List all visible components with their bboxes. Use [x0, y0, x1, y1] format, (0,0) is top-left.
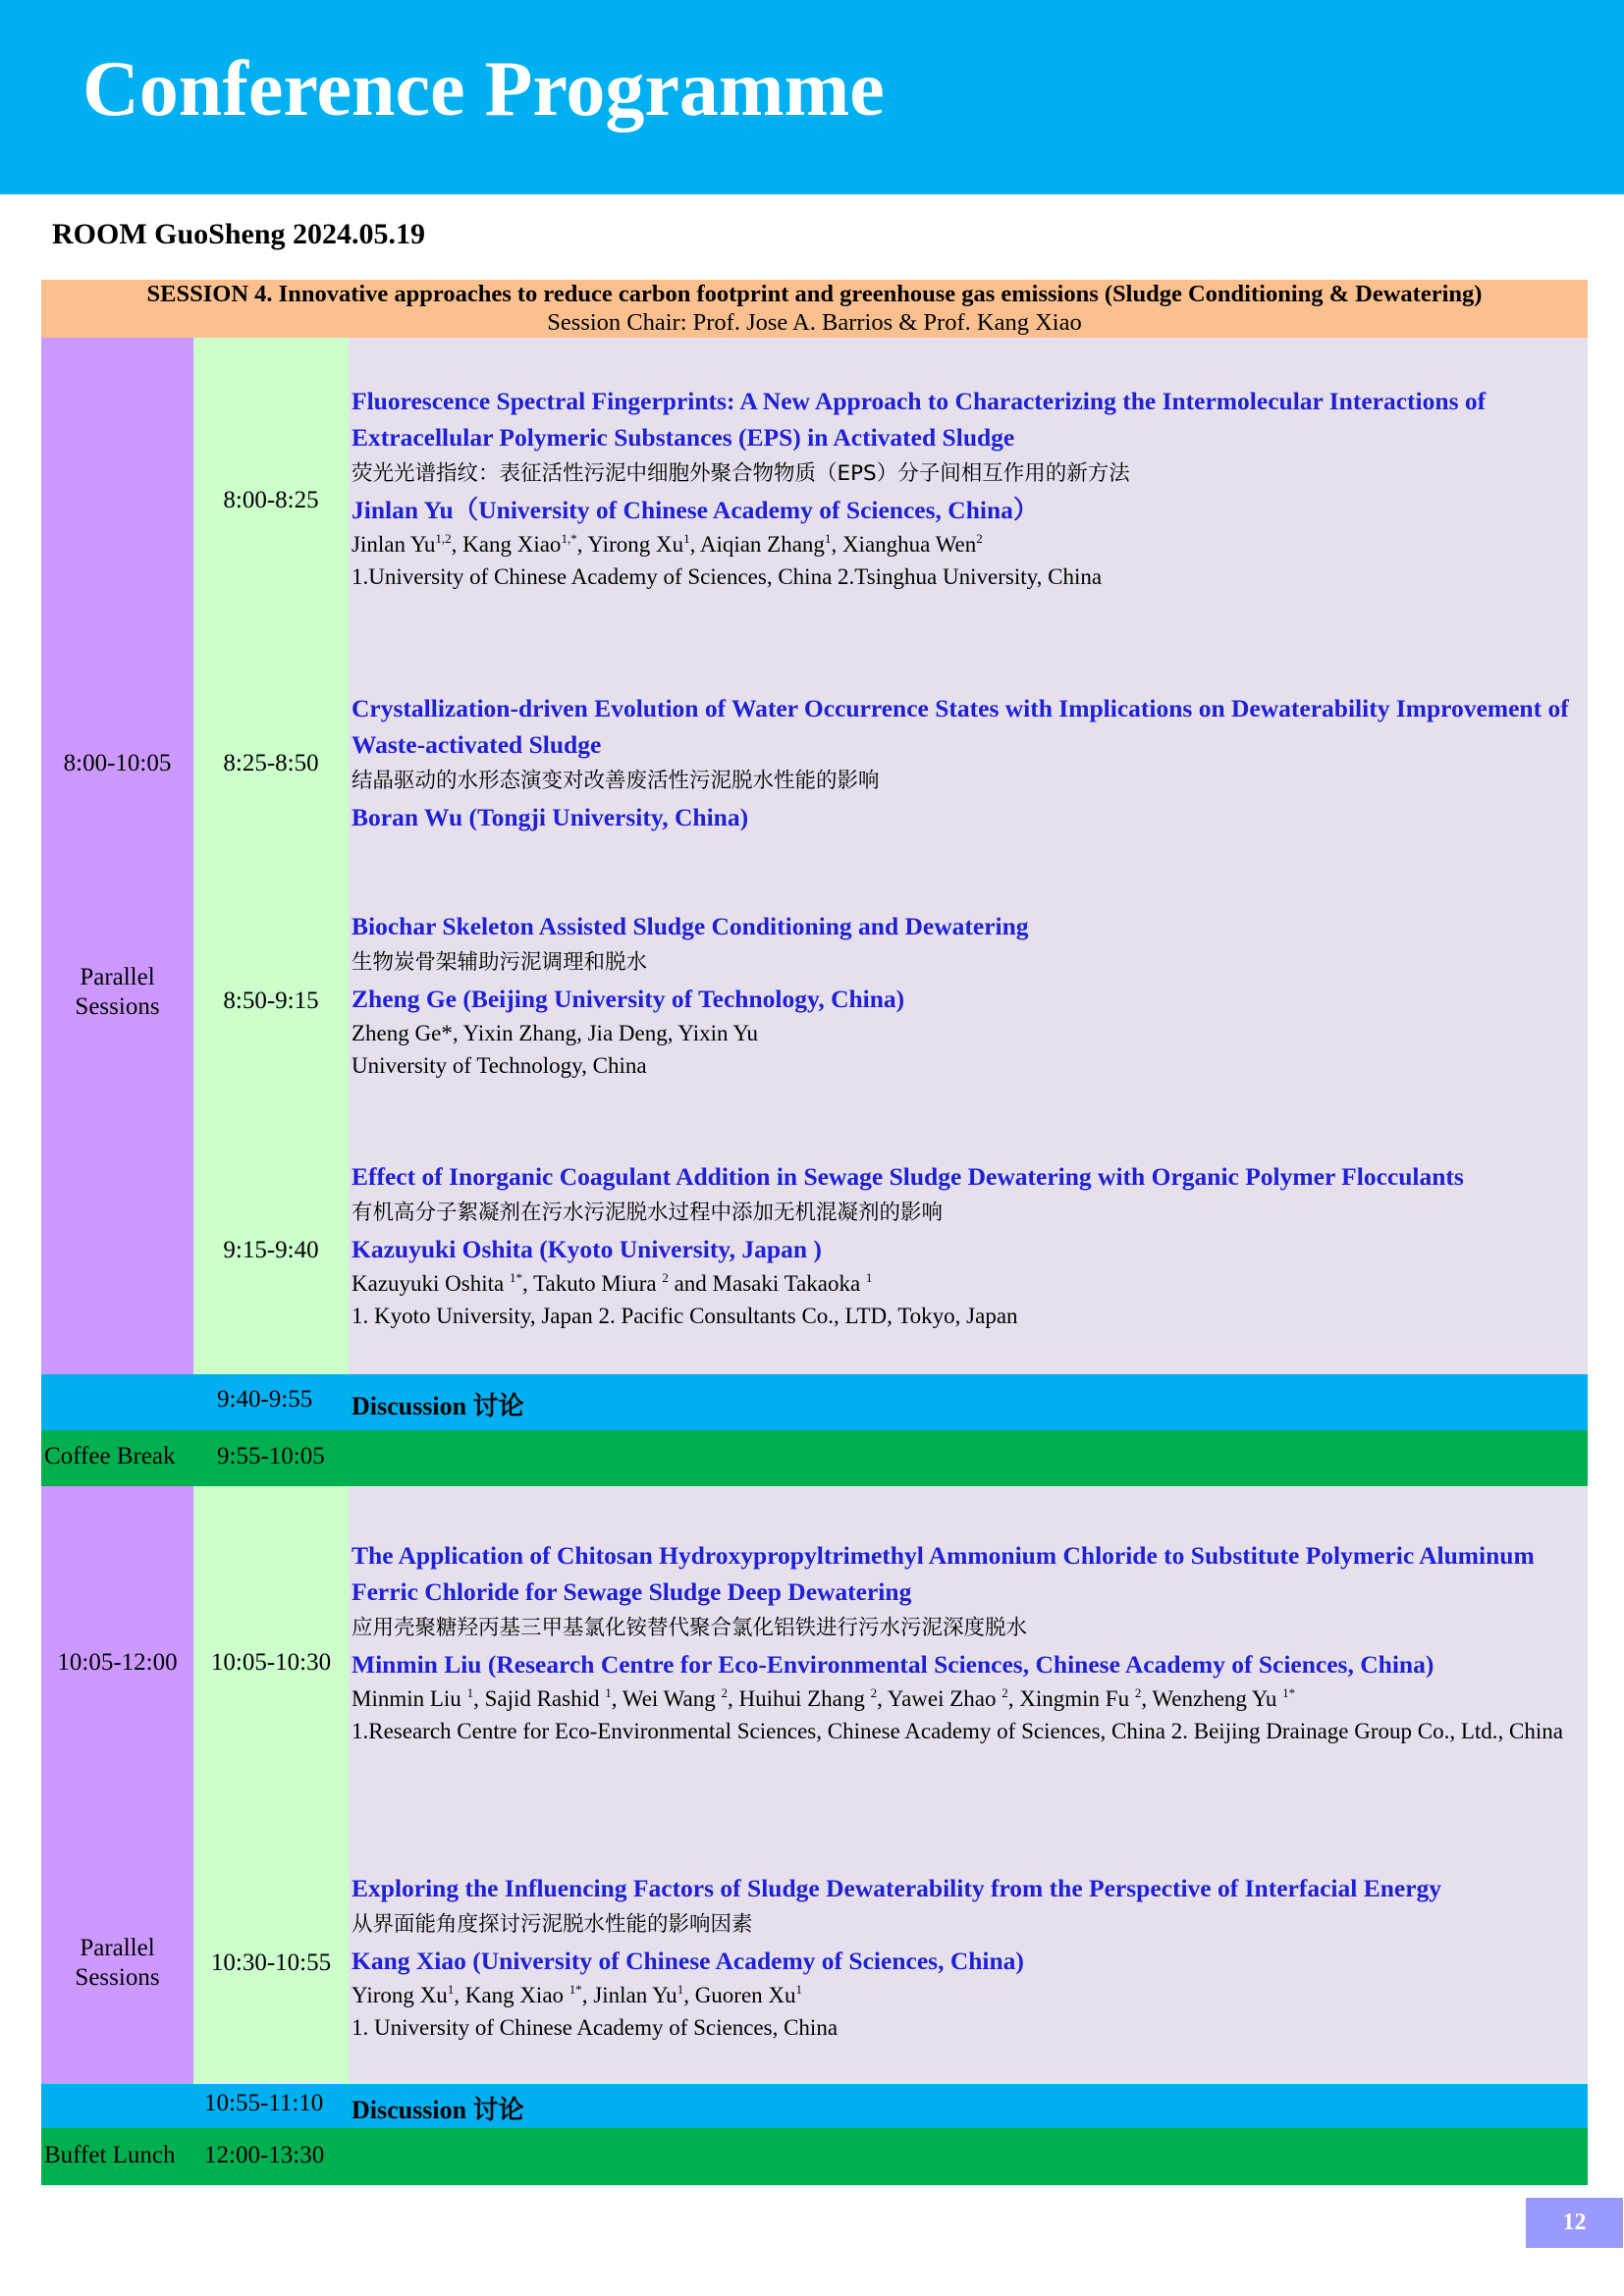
talk-entry	[352, 1870, 1581, 2044]
talk-title: Biochar Skeleton Assisted Sludge Conditioning and Dewatering	[352, 912, 1029, 940]
session-title: SESSION 4. Innovative approaches to reduce carbon footprint and greenhouse gas emissions (Sludge Conditioning & Dewatering)	[146, 281, 1483, 307]
block-label-line: Sessions	[75, 1964, 160, 1991]
talk-time: 8:25-8:50	[223, 750, 319, 776]
talk-affiliation: 1.Research Centre for Eco-Environmental Sciences, Chinese Academy of Sciences, China 2. Beijing Drainage Group Co., Ltd., China	[352, 1719, 1563, 1743]
talk-title: Effect of Inorganic Coagulant Addition in Sewage Sludge Dewatering with Organic Polymer Flocculants	[352, 1162, 1464, 1191]
discussion-time: 9:40-9:55	[217, 1386, 313, 1413]
talk-title: Fluorescence Spectral Fingerprints: A New Approach to Characterizing the Intermolecular Interactions of Extracellular Polymeric Substances (EPS) in Activated Sludge	[352, 387, 1487, 452]
talk-time: 10:05-10:30	[210, 1649, 332, 1676]
block-time: 10:05-12:00	[57, 1649, 178, 1676]
discussion-time: 10:55-11:10	[204, 2090, 324, 2116]
block-label	[41, 1933, 193, 1994]
talk-title-cn: 应用壳聚糖羟丙基三甲基氯化铵替代聚合氯化铝铁进行污水污泥深度脱水	[352, 1616, 1028, 1640]
talk-entry	[352, 908, 1581, 1082]
talk-title-cn: 有机高分子絮凝剂在污水污泥脱水过程中添加无机混凝剂的影响	[352, 1201, 944, 1225]
talk-affiliation: 1.University of Chinese Academy of Sciences, China 2.Tsinghua University, China	[352, 564, 1103, 589]
talk-affiliation: 1. University of Chinese Academy of Sciences, China	[352, 2015, 839, 2040]
talk-title-cn: 从界面能角度探讨污泥脱水性能的影响因素	[352, 1912, 753, 1937]
talk-speaker: Minmin Liu (Research Centre for Eco-Environmental Sciences, Chinese Academy of Sciences, China)	[352, 1650, 1435, 1679]
session-chair: Session Chair: Prof. Jose A. Barrios & Prof. Kang Xiao	[547, 309, 1082, 336]
talk-affiliation: 1. Kyoto University, Japan 2. Pacific Consultants Co., LTD, Tokyo, Japan	[352, 1304, 1018, 1328]
talk-authors: Zheng Ge*, Yixin Zhang, Jia Deng, Yixin Yu	[352, 1021, 758, 1045]
block-label-column	[41, 1486, 193, 2084]
coffee-break-label: Coffee Break	[44, 1443, 176, 1469]
talk-authors: Yirong Xu$^1$, Kang Xiao $^{1*}$, Jinlan Yu$^1$, Guoren Xu$^1$	[352, 1982, 803, 2007]
talk-speaker: Zheng Ge (Beijing University of Technology, China)	[352, 985, 905, 1013]
talk-title: Exploring the Influencing Factors of Sludge Dewaterability from the Perspective of Interfacial Energy	[352, 1874, 1442, 1902]
block-label-line: Parallel	[80, 964, 155, 990]
session-header	[41, 280, 1588, 338]
talk-speaker: Kang Xiao (University of Chinese Academy of Sciences, China)	[352, 1947, 1024, 1975]
talk-time: 8:50-9:15	[223, 988, 319, 1014]
talk-title: Crystallization-driven Evolution of Water Occurrence States with Implications on Dewaterability Improvement of Waste-activated Sludge	[352, 694, 1569, 759]
block-label	[41, 962, 193, 1023]
talk-title: The Application of Chitosan Hydroxypropyltrimethyl Ammonium Chloride to Substitute Polymeric Aluminum Ferric Chloride for Sewage Sludge Deep Dewatering	[352, 1541, 1535, 1606]
talk-speaker: Jinlan Yu（University of Chinese Academy of Sciences, China）	[352, 496, 1039, 524]
discussion-label: Discussion 讨论	[352, 2096, 524, 2124]
talk-title-cn: 结晶驱动的水形态演变对改善废活性污泥脱水性能的影响	[352, 769, 880, 793]
block-label-line: Parallel	[80, 1935, 155, 1961]
page-number: 12	[1526, 2198, 1623, 2248]
lunch-time: 12:00-13:30	[204, 2142, 325, 2168]
talk-time: 10:30-10:55	[210, 1949, 332, 1976]
talk-authors: Jinlan Yu$^{1,2}$, Kang Xiao$^{1,*}$, Yirong Xu$^1$, Aiqian Zhang$^1$, Xianghua Wen$^2$	[352, 531, 983, 557]
talk-authors: Minmin Liu $^1$, Sajid Rashid $^1$, Wei Wang $^2$, Huihui Zhang $^2$, Yawei Zhao $^2$, Xingmin Fu $^2$, Wenzheng Yu $^{1*}$	[352, 1685, 1296, 1711]
talk-entry	[352, 383, 1581, 593]
block-time: 8:00-10:05	[63, 750, 172, 776]
talk-time: 8:00-8:25	[223, 487, 319, 513]
page-title: Conference Programme	[82, 46, 885, 133]
talk-authors: Kazuyuki Oshita $^{1*}$, Takuto Miura $^2$ and Masaki Takaoka $^1$	[352, 1270, 873, 1296]
block-label-column	[41, 338, 193, 1374]
talk-title-cn: 生物炭骨架辅助污泥调理和脱水	[352, 950, 648, 975]
talk-entry	[352, 1537, 1581, 1747]
lunch-label: Buffet Lunch	[44, 2142, 176, 2168]
talk-title-cn: 荧光光谱指纹：表征活性污泥中细胞外聚合物物质（EPS）分子间相互作用的新方法	[352, 461, 1130, 486]
block-label-line: Sessions	[75, 993, 160, 1020]
time-column	[193, 1486, 349, 2084]
talk-entry	[352, 1158, 1581, 1332]
talk-affiliation: University of Technology, China	[352, 1053, 647, 1078]
talk-speaker: Boran Wu (Tongji University, China)	[352, 803, 749, 831]
coffee-break-time: 9:55-10:05	[217, 1443, 325, 1469]
talk-time: 9:15-9:40	[223, 1237, 319, 1263]
talk-entry	[352, 690, 1581, 835]
talk-speaker: Kazuyuki Oshita (Kyoto University, Japan )	[352, 1235, 822, 1263]
room-date-heading: ROOM GuoSheng 2024.05.19	[52, 218, 426, 250]
discussion-label: Discussion 讨论	[352, 1392, 524, 1420]
